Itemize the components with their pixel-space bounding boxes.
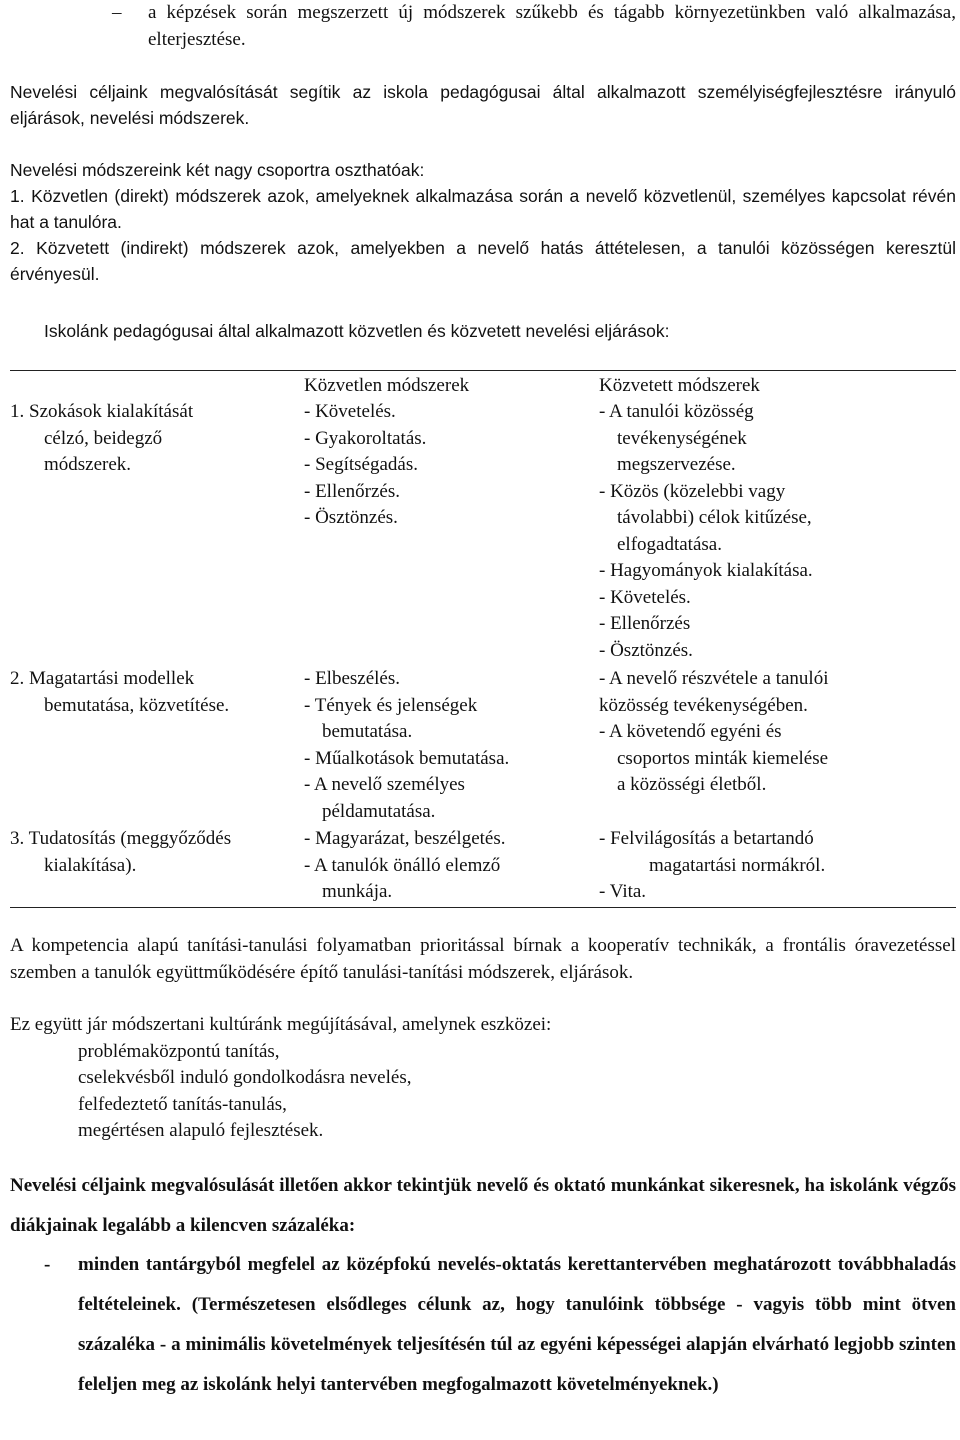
dash-marker: - bbox=[44, 1254, 51, 1275]
method-group-text: Közvetlen (direkt) módszerek azok, amelyeknek alkalmazása során a nevelő közvetlenül, személyes kapcsolat révén hat a tanulóra. bbox=[10, 186, 956, 232]
intro-paragraph: Nevelési céljaink megvalósítását segítik az iskola pedagógusai által alkalmazott személyiségfejlesztésre irányuló eljárások, nevelési módszerek. bbox=[10, 82, 956, 128]
methods-table bbox=[10, 370, 956, 908]
tools-list bbox=[10, 1039, 956, 1145]
row1-direct: - Követelés. - Gyakoroltatás. - Segítségadás. - Ellenőrzés. - Ösztönzés. bbox=[304, 401, 427, 528]
header-direct: Közvetlen módszerek bbox=[304, 375, 470, 396]
row3-category: 3. Tudatosítás (meggyőződés kialakítása). bbox=[10, 828, 232, 876]
tools-section bbox=[10, 1012, 956, 1145]
tool-item: problémaközpontú tanítás, bbox=[78, 1040, 280, 1062]
row1-indirect: - A tanulói közösség tevékenységének megszervezése. - Közös (közelebbi vagy távolabbi) célok kitűzése, elfogadtatása. - Hagyományok kialakítása. - Követelés. - Ellenőrzés - Ösztönzés. bbox=[599, 401, 813, 661]
tools-intro: Ez együtt jár módszertani kultúránk megújításával, amelynek eszközei: bbox=[10, 1014, 552, 1035]
tool-item: cselekvésből induló gondolkodásra nevelés, bbox=[78, 1067, 412, 1088]
method-group-num: 2. bbox=[10, 238, 25, 258]
dash-marker: – bbox=[112, 2, 122, 23]
method-group-num: 1. bbox=[10, 186, 25, 206]
success-criteria-paragraph: Nevelési céljaink megvalósulását illetően akkor tekintjük nevelő és oktató munkánkat sikeresnek, ha iskolánk végzős diákjainak legalább a kilencven százaléka: bbox=[10, 1175, 956, 1236]
row3-direct: - Magyarázat, beszélgetés. - A tanulók önálló elemző munkája. bbox=[304, 828, 506, 902]
top-bullet-text: a képzések során megszerzett új módszerek szűkebb és tágabb környezetünkben való alkalmazása, elterjesztése. bbox=[148, 2, 956, 50]
row2-category: 2. Magatartási modellek bemutatása, közvetítése. bbox=[10, 668, 230, 716]
row1-category: 1. Szokások kialakítását célzó, beidegző módszerek. bbox=[10, 401, 194, 475]
tool-item: felfedeztető tanítás-tanulás, bbox=[78, 1093, 287, 1115]
method-groups-section bbox=[10, 157, 956, 287]
method-group-2 bbox=[10, 235, 956, 287]
method-groups-intro: Nevelési módszereink két nagy csoportra oszthatóak: bbox=[10, 160, 425, 180]
success-criteria-text: minden tantárgyból megfelel az középfokú nevelés-oktatás kerettantervében meghatározott továbbhaladás feltételeinek. (Természetesen elsődleges célunk az, hogy tanulóink többsége - vagyis több mint ötven százaléka - a minimális követelmények teljesítésén túl az egyéni képességei alapján elvárható legjobb szinten feleljen meg az iskolánk helyi tantervében megfogalmazott követelményeknek.) bbox=[78, 1254, 956, 1395]
competence-paragraph: A kompetencia alapú tanítási-tanulási folyamatban prioritással bírnak a kooperatív technikák, a frontális óravezetéssel szemben a tanulók együttműködésére építő tanulási-tanítási módszerek, eljárások. bbox=[10, 935, 956, 983]
row3-indirect: - Felvilágosítás a betartandó magatartási normákról. - Vita. bbox=[599, 828, 826, 902]
row2-indirect: - A nevelő részvétele a tanulói közösség tevékenységében. - A követendő egyéni és csoportos minták kiemelése a közösségi életből. bbox=[599, 668, 829, 795]
tool-item: megértésen alapuló fejlesztések. bbox=[78, 1120, 324, 1141]
header-indirect: Közvetett módszerek bbox=[599, 375, 760, 396]
table-caption: Iskolánk pedagógusai által alkalmazott közvetlen és közvetett nevelési eljárások: bbox=[44, 321, 670, 341]
method-group-1 bbox=[10, 183, 956, 235]
row2-direct: - Elbeszélés. - Tények és jelenségek bemutatása. - Műalkotások bemutatása. - A nevelő személyes példamutatása. bbox=[304, 668, 510, 822]
method-group-text: Közvetett (indirekt) módszerek azok, amelyekben a nevelő hatás áttételesen, a tanulói közösségen keresztül érvényesül. bbox=[10, 238, 956, 284]
success-criteria-bullet bbox=[10, 1245, 956, 1405]
